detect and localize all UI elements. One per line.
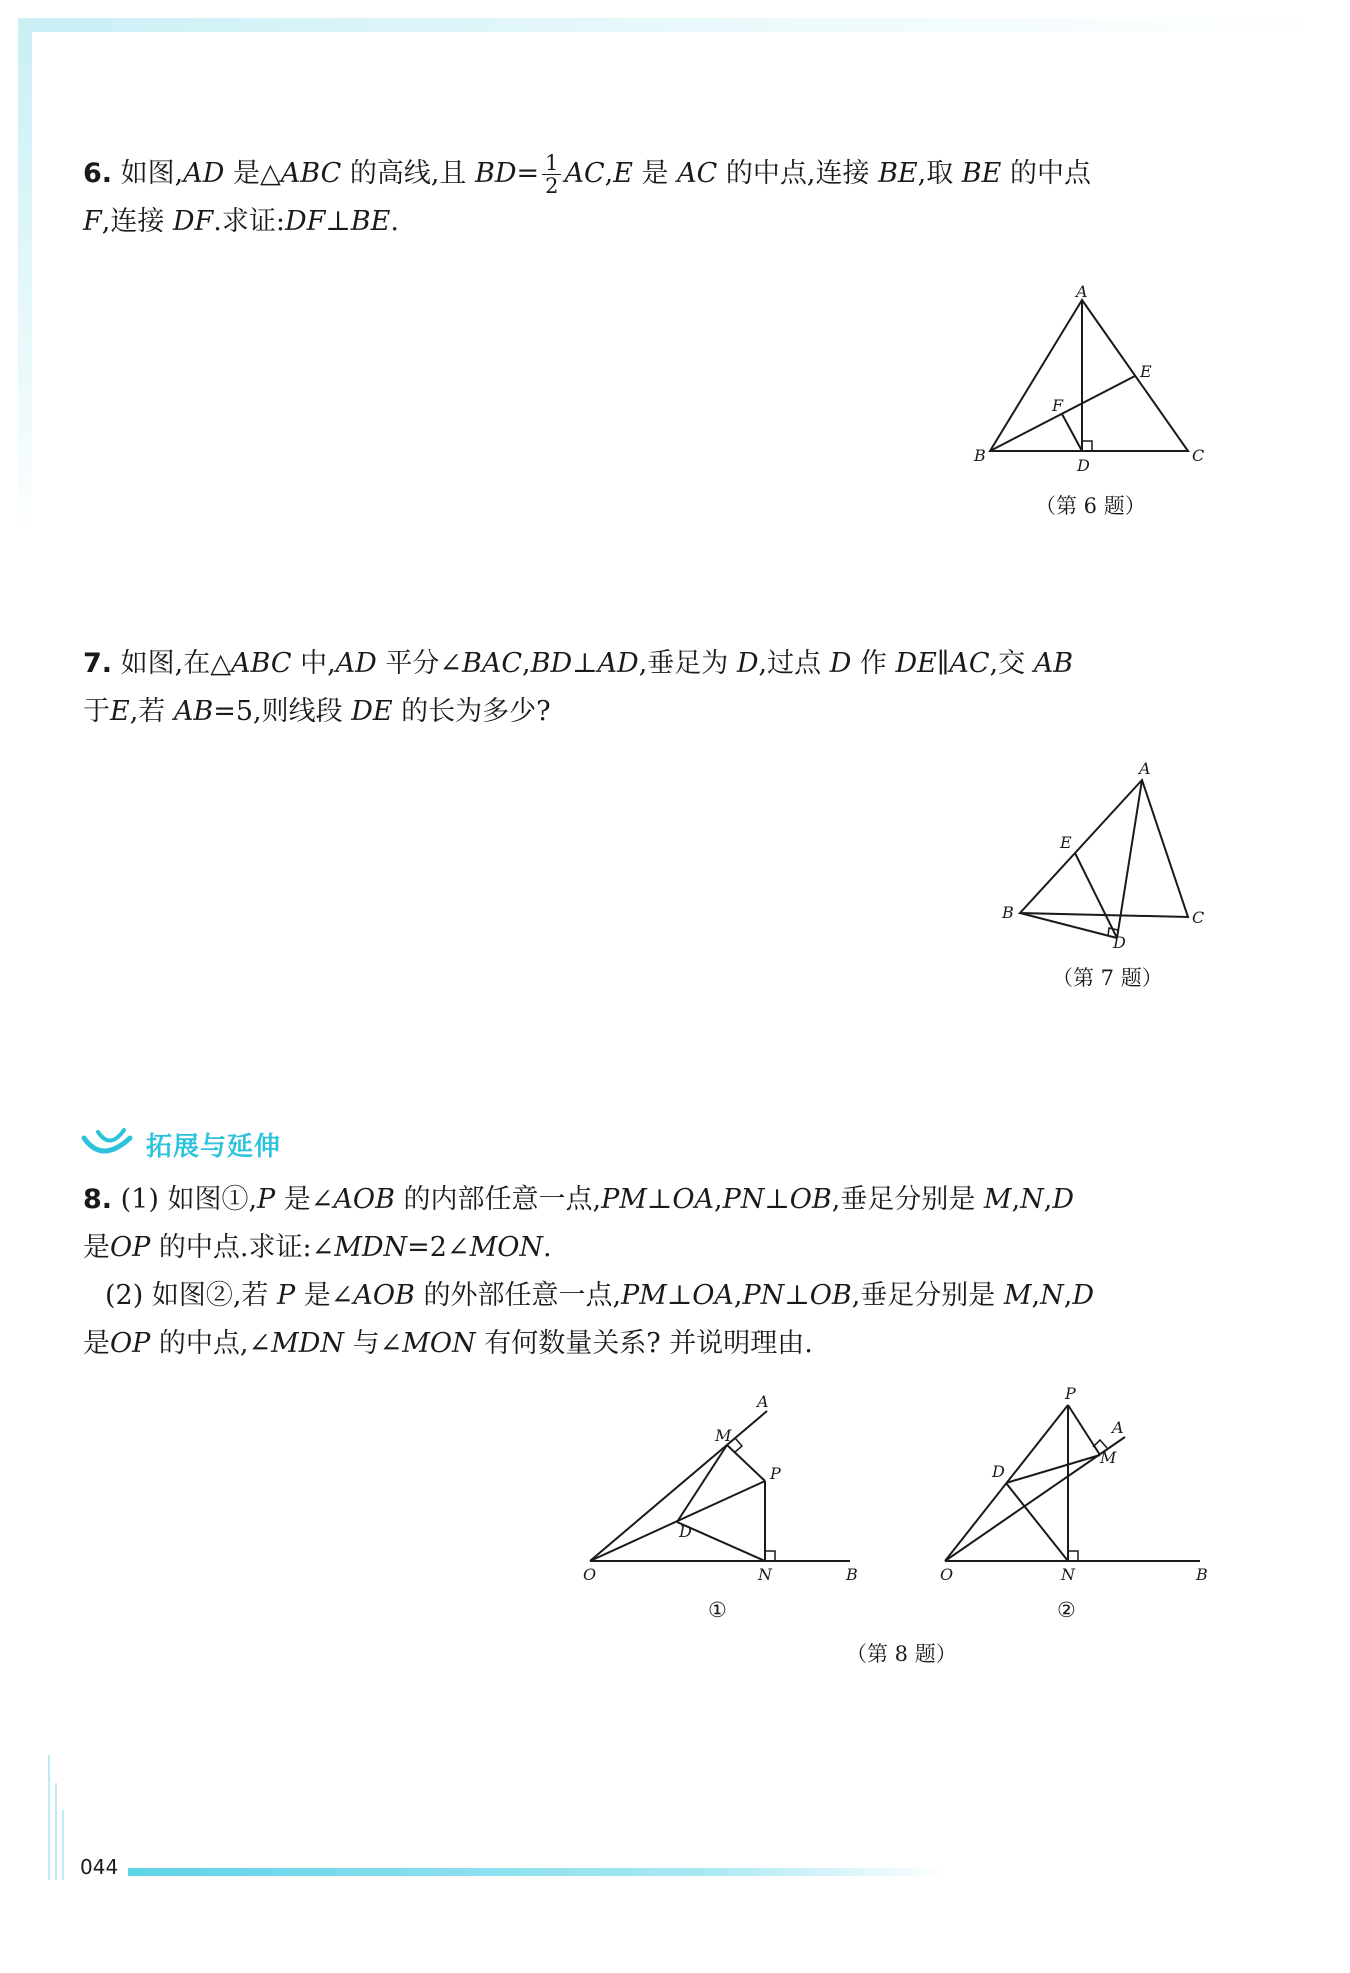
- text-run: 如图,: [112, 158, 184, 189]
- text-run: .: [542, 1232, 552, 1263]
- math-run: BAC: [462, 648, 523, 679]
- math-run: DE: [351, 696, 393, 727]
- text-run: 是∠: [295, 1280, 354, 1311]
- label-e: E: [1140, 362, 1152, 381]
- text-run: 的长为多少?: [392, 696, 551, 727]
- problem-7-line-2: [83, 688, 1213, 736]
- text-run: 是: [83, 1328, 110, 1359]
- text-run: ,: [1043, 1184, 1053, 1215]
- text-run: ,: [1063, 1280, 1073, 1311]
- problem-7-number: 7.: [83, 648, 113, 679]
- text-run: 的外部任意一点,: [414, 1280, 622, 1311]
- label-e: E: [1060, 833, 1072, 852]
- math-run: AC: [677, 158, 718, 189]
- text-run: .求证:: [213, 206, 285, 237]
- label-b: B: [1002, 903, 1014, 922]
- problem-8-part-2-line-2: [83, 1320, 1213, 1368]
- text-run: ,若: [129, 696, 174, 727]
- text-run: 平分∠: [376, 648, 463, 679]
- text-run: 是: [83, 1232, 110, 1263]
- fraction-denominator: 2: [545, 174, 559, 198]
- section-title: 拓展与延伸: [146, 1131, 282, 1162]
- problem-6-line-1: [83, 150, 1213, 198]
- label-d: D: [679, 1522, 692, 1541]
- figure-6: [960, 285, 1220, 475]
- math-run: OA: [672, 1184, 714, 1215]
- text-run: ⊥: [764, 1184, 790, 1215]
- math-run: AB: [173, 696, 214, 727]
- text-run: ,取: [917, 158, 962, 189]
- text-run: 是∠: [275, 1184, 334, 1215]
- math-run: AC: [949, 648, 990, 679]
- text-run: ,垂足分别是: [851, 1280, 1004, 1311]
- text-run: ⊥: [666, 1280, 693, 1311]
- text-run: =2∠: [407, 1232, 470, 1263]
- problem-8-part-1-line-2: [83, 1224, 1213, 1272]
- text-run: (1) 如图①,: [112, 1184, 258, 1215]
- math-run: D: [1072, 1280, 1094, 1311]
- text-run: ,垂足分别是: [831, 1184, 984, 1215]
- segment-dn: [1006, 1483, 1068, 1561]
- math-run: DF: [284, 206, 326, 237]
- problem-8-text: [83, 1176, 1213, 1368]
- footer-bar: [128, 1868, 948, 1876]
- text-run: 的中点,∠: [150, 1328, 272, 1359]
- right-angle-mark-m: [735, 1438, 742, 1452]
- math-run: PN: [742, 1280, 785, 1311]
- math-run: N: [1040, 1280, 1064, 1311]
- text-run: 的内部任意一点,: [394, 1184, 602, 1215]
- segment-pm: [727, 1445, 765, 1481]
- label-a: A: [1139, 759, 1151, 778]
- text-run: 的中点,连接: [717, 158, 879, 189]
- text-run: ,垂足为: [638, 648, 737, 679]
- label-d: D: [1077, 456, 1090, 475]
- label-o: O: [583, 1565, 597, 1584]
- math-run: F: [83, 206, 102, 237]
- label-n: N: [1061, 1565, 1075, 1584]
- text-run: 是△: [224, 158, 281, 189]
- section-header: [80, 1122, 281, 1166]
- text-run: 中,: [291, 648, 336, 679]
- label-a: A: [757, 1392, 769, 1411]
- math-run: BE: [961, 158, 1002, 189]
- problem-6-text: [83, 150, 1213, 246]
- right-angle-mark-n: [765, 1551, 775, 1561]
- label-m: M: [1100, 1448, 1117, 1467]
- math-run: D: [1052, 1184, 1075, 1215]
- figure-7-caption: （第 7 题）: [1052, 966, 1163, 990]
- text-run: ,: [733, 1280, 743, 1311]
- segment-df: [1062, 414, 1082, 451]
- problem-6-line-2: [83, 198, 1213, 246]
- label-p: P: [770, 1464, 781, 1483]
- figure-8-1-label: ①: [708, 1598, 727, 1622]
- text-run: 的高线,且: [341, 158, 475, 189]
- text-run: ⊥: [646, 1184, 673, 1215]
- math-run: AD: [183, 158, 225, 189]
- math-run: E: [613, 158, 633, 189]
- math-run: MDN: [271, 1328, 345, 1359]
- figure-8-2-label: ②: [1057, 1598, 1076, 1622]
- label-b: B: [1196, 1565, 1208, 1584]
- text-run: 有何数量关系? 并说明理由.: [475, 1328, 813, 1359]
- label-a: A: [1076, 285, 1088, 301]
- math-run: MON: [469, 1232, 543, 1263]
- figure-7: [990, 755, 1230, 955]
- math-run: P: [257, 1184, 276, 1215]
- text-run: =5,则线段: [213, 696, 352, 727]
- text-run: ⊥: [784, 1280, 810, 1311]
- math-run: BE: [878, 158, 918, 189]
- text-run: ,: [522, 648, 531, 679]
- text-run: ,: [1011, 1184, 1021, 1215]
- math-run: BD: [530, 648, 573, 679]
- math-run: MON: [402, 1328, 476, 1359]
- triangle-abc: [990, 300, 1188, 451]
- figure-8-1: [575, 1385, 875, 1585]
- problem-8-part-1-line-1: [83, 1176, 1213, 1224]
- text-run: ,: [1031, 1280, 1041, 1311]
- math-run: P: [277, 1280, 296, 1311]
- text-run: 是: [632, 158, 678, 189]
- text-run: ⊥: [325, 206, 351, 237]
- label-b: B: [974, 446, 986, 465]
- math-run: D: [736, 648, 759, 679]
- label-d: D: [1113, 933, 1126, 952]
- text-run: .: [390, 206, 399, 237]
- math-run: AOB: [353, 1280, 415, 1311]
- label-p: P: [1065, 1385, 1076, 1403]
- text-run: ,: [713, 1184, 723, 1215]
- problem-8-part-2-line-1: [83, 1272, 1213, 1320]
- math-run: M: [983, 1184, 1012, 1215]
- text-run: 与∠: [344, 1328, 403, 1359]
- page-number: 044: [80, 1855, 119, 1879]
- text-run: 于: [83, 696, 110, 727]
- label-d: D: [992, 1462, 1005, 1481]
- text-run: 的中点.求证:∠: [150, 1232, 335, 1263]
- math-run: DE: [895, 648, 937, 679]
- math-run: E: [110, 696, 130, 727]
- label-a: A: [1112, 1418, 1124, 1437]
- math-run: OP: [110, 1328, 151, 1359]
- segment-bd: [1020, 913, 1117, 938]
- left-tint-band: [18, 18, 32, 538]
- math-run: M: [1003, 1280, 1032, 1311]
- label-c: C: [1192, 908, 1205, 927]
- segment-dm: [1006, 1455, 1100, 1483]
- fraction-one-half: [542, 152, 561, 197]
- math-run: ABC: [280, 158, 342, 189]
- math-run: OA: [692, 1280, 734, 1311]
- text-run: ⊥: [572, 648, 598, 679]
- triangle-abc: [1020, 780, 1188, 917]
- math-run: AD: [597, 648, 639, 679]
- math-run: BE: [350, 206, 391, 237]
- label-c: C: [1192, 446, 1205, 465]
- math-run: OB: [809, 1280, 852, 1311]
- figure-8-caption: （第 8 题）: [846, 1642, 957, 1666]
- math-run: AD: [335, 648, 377, 679]
- math-run: D: [829, 648, 852, 679]
- text-run: ,过点: [758, 648, 830, 679]
- math-run: ABC: [230, 648, 292, 679]
- text-run: ∥: [936, 648, 950, 679]
- segment-pm: [1068, 1405, 1100, 1455]
- text-run: (2) 如图②,若: [105, 1280, 277, 1311]
- math-run: PM: [601, 1184, 647, 1215]
- problem-7-line-1: [83, 640, 1213, 688]
- math-run: AB: [1033, 648, 1074, 679]
- segment-de: [1075, 853, 1117, 938]
- text-run: =: [516, 158, 540, 189]
- math-run: N: [1020, 1184, 1044, 1215]
- label-n: N: [758, 1565, 772, 1584]
- label-b: B: [846, 1565, 858, 1584]
- text-run: 的中点: [1001, 158, 1091, 189]
- fraction-numerator: 1: [542, 152, 561, 175]
- right-angle-mark: [1082, 441, 1092, 451]
- text-run: ,: [604, 158, 614, 189]
- label-m: M: [715, 1426, 732, 1445]
- math-run: BD: [474, 158, 517, 189]
- text-run: 如图,在△: [112, 648, 231, 679]
- figure-8-2: [930, 1385, 1230, 1585]
- wave-icon: [80, 1124, 138, 1164]
- text-run: ,交: [989, 648, 1034, 679]
- label-f: F: [1052, 396, 1064, 415]
- label-o: O: [940, 1565, 954, 1584]
- text-run: ,连接: [101, 206, 173, 237]
- figure-6-caption: （第 6 题）: [1035, 494, 1146, 518]
- math-run: MDN: [334, 1232, 408, 1263]
- math-run: OP: [110, 1232, 151, 1263]
- math-run: AC: [564, 158, 605, 189]
- math-run: PM: [621, 1280, 667, 1311]
- right-angle-mark-n: [1068, 1551, 1078, 1561]
- math-run: OB: [789, 1184, 832, 1215]
- problem-7-text: [83, 640, 1213, 736]
- text-run: 作: [851, 648, 896, 679]
- math-run: PN: [722, 1184, 765, 1215]
- math-run: AOB: [333, 1184, 395, 1215]
- problem-8-number: 8.: [83, 1184, 113, 1215]
- top-tint-band: [18, 18, 1330, 32]
- math-run: DF: [172, 206, 214, 237]
- problem-6-number: 6.: [83, 158, 113, 189]
- footer-decoration: [46, 1755, 70, 1880]
